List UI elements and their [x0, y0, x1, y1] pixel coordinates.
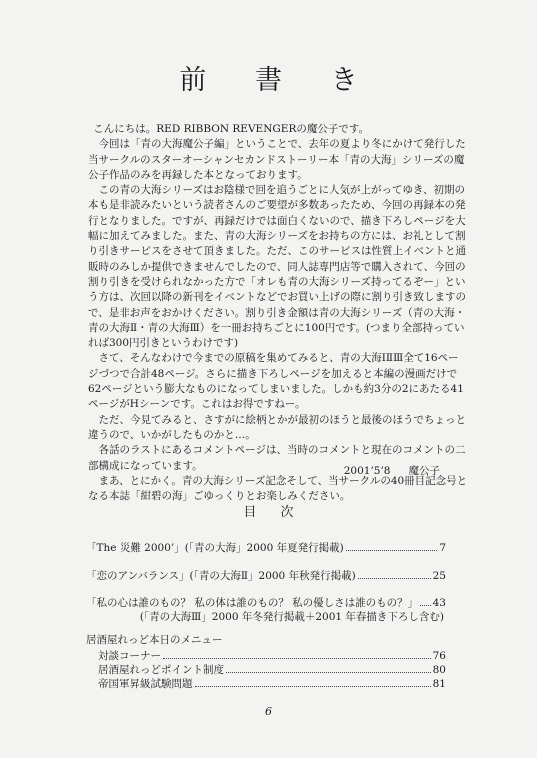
toc-entry — [86, 595, 446, 610]
paragraph: こんにちは。RED RIBBON REVENGERの魔公子です。 — [93, 123, 370, 135]
page-number: 6 — [265, 705, 272, 718]
toc-entry-page: 7 — [439, 542, 446, 554]
signature-name: 魔公子 — [408, 465, 440, 477]
toc-entry-title: 「恋のアンバランス」(「青の大海Ⅱ」2000 年秋発行掲載) — [86, 570, 356, 582]
leader-dots — [163, 650, 431, 659]
paragraph: まあ、とにかく。青の大海シリーズ記念そして、当サークルの40冊目記念号となる本誌「紺碧の海」ごゆっくりとお楽しみください。 — [88, 474, 468, 503]
paragraph: この青の大海シリーズはお陰様で回を追うごとに人気が上がってゆき、初期の本も是非読みたいという読者さんのご要望が多数あったため、今回の再録本の発行となりました。ですが、再録だけでは面白くないので、描き下ろしページを大幅に加えてみました。また、青の大海シリーズをお持ちの方には、お礼として割り引きサービスをさせて頂きました。ただ、このサービスは性質上イベントと通販時のみしか提供できませんでしたので、同人誌専門店等で購入されて、今回の割り引きを受けられなかった方で「オレも青の大海シリーズ持ってるぞー」という方は、次回以降の新刊をイベントなどでお買い上げの際に割り引き致しますので、是非お声をおかけください。割り引き金額は青の大海シリーズ（青の大海・青の大海Ⅱ・青の大海Ⅲ）を一冊お持ちごとに100円です。(つまり全部持っていれば300円引きというわけです) — [88, 184, 466, 350]
menu-item-label: 居酒屋れっどポイント制度 — [98, 664, 224, 676]
menu-item — [98, 662, 446, 677]
leader-dots — [358, 570, 431, 579]
toc-entry — [86, 568, 446, 583]
leader-dots — [420, 597, 430, 606]
leader-dots — [226, 664, 431, 673]
menu-item — [98, 648, 446, 663]
menu-title: 居酒屋れっど本日のメニュー — [86, 634, 223, 646]
leader-dots — [346, 542, 438, 551]
foreword-body — [88, 122, 468, 504]
toc-entry-subtitle: (「青の大海Ⅲ」2000 年冬発行掲載＋2001 年春描き下ろし含む) — [139, 611, 444, 623]
menu-item-page: 81 — [432, 678, 446, 690]
toc-entry-title: 「The 災難 2000’」(「青の大海」2000 年夏発行掲載) — [86, 542, 344, 554]
paragraph: 今回は「青の大海魔公子編」ということで、去年の夏より冬にかけて発行した当サークルのスターオーシャンセカンドストーリー本「青の大海」シリーズの魔公子作品のみを再録した本となっております。 — [88, 138, 466, 181]
signature — [0, 463, 440, 478]
menu-item-label: 対談コーナー — [98, 650, 161, 662]
toc-entry-page: 43 — [432, 597, 446, 609]
paragraph: 各話のラストにあるコメントページは、当時のコメントと現在のコメントの二部構成になっています。 — [88, 444, 466, 472]
toc-heading: 目 次 — [243, 505, 304, 520]
toc-entry-page: 25 — [432, 570, 446, 582]
leader-dots — [195, 678, 431, 687]
paragraph: さて、そんなわけで今までの原稿を集めてみると、青の大海ⅠⅡⅢ全て16ページづつで合計48ページ。さらに描き下ろしページを加えると本編の漫画だけで62ページという膨大なものになってしまいました。しかも約3分の2にあたる41ページがHシーンです。これはお得ですねー。 — [88, 352, 464, 411]
menu-item-page: 76 — [432, 650, 446, 662]
toc-entry-title: 「私の心は誰のもの？ 私の体は誰のもの？ 私の優しさは誰のもの？」 — [86, 597, 419, 609]
paragraph: ただ、今見てみると、さすがに絵柄とかが最初のほうと最後のほうでちょっと違うので、いかがしたものかと…。 — [88, 413, 466, 441]
signature-date: 2001’5’8 — [343, 465, 391, 477]
menu-item-label: 帝国軍昇級試験問題 — [98, 678, 193, 690]
menu-item-page: 80 — [432, 664, 446, 676]
menu-item — [98, 676, 446, 691]
page-title: 前 書 き — [179, 65, 378, 96]
toc-entry — [86, 540, 446, 555]
